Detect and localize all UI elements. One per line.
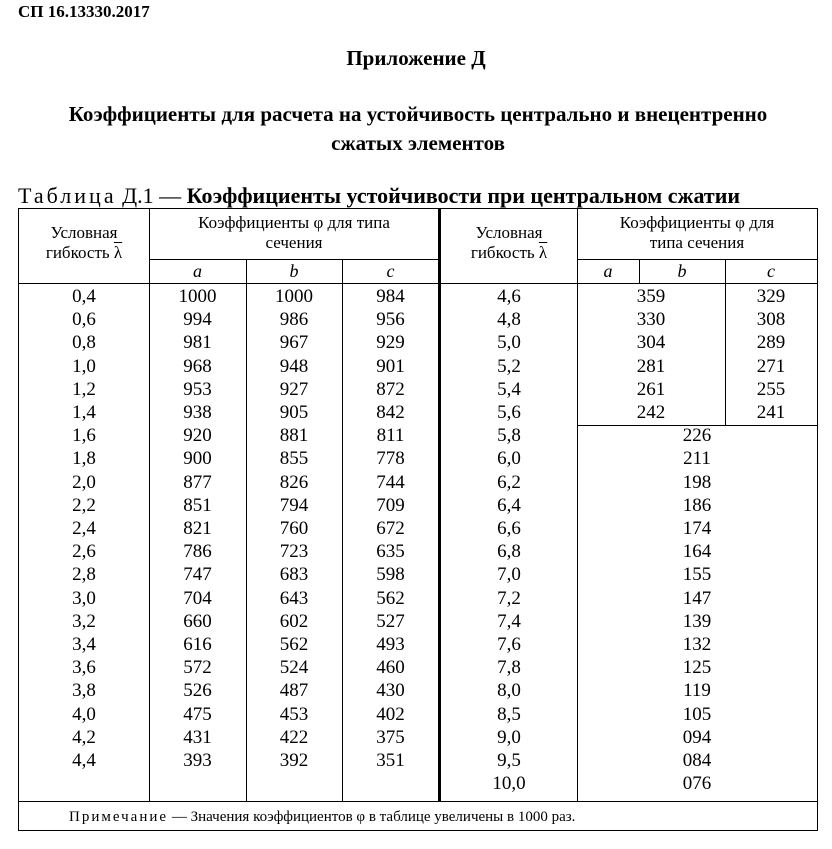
- right-ab-cell: 304: [636, 332, 666, 354]
- left-b-cell: 524: [279, 657, 309, 679]
- left-c-cell: 375: [376, 726, 405, 748]
- right-slenderness-cell: 7,0: [497, 564, 521, 586]
- right-slenderness-cell: 8,5: [497, 703, 521, 725]
- left-slenderness-cell: 0,8: [72, 332, 96, 354]
- header-slenderness-right: [441, 223, 577, 263]
- section-heading: [18, 100, 818, 158]
- left-c-cell: 527: [376, 610, 405, 632]
- right-c-cell: 241: [756, 402, 786, 423]
- left-c-cell: 351: [376, 750, 405, 771]
- right-abc-cell: 155: [682, 564, 712, 586]
- left-c-cell: 672: [376, 518, 405, 539]
- left-slenderness-cell: 1,4: [72, 402, 96, 423]
- left-b-cell: 723: [279, 541, 309, 563]
- header-coef-right-line2: типа сечения: [649, 233, 745, 252]
- left-c-cell: 811: [376, 425, 405, 447]
- left-c-cell: 493: [376, 634, 405, 655]
- left-slenderness-cell: 4,2: [72, 726, 96, 748]
- left-c-cell: 778: [376, 448, 405, 470]
- header-slenderness-line2-right: гибкость $\overline{\lambda}$: [470, 243, 548, 262]
- right-slenderness-cell: 6,8: [497, 541, 521, 563]
- left-a-cell: 475: [183, 703, 212, 725]
- left-slenderness-cell: 2,2: [72, 494, 96, 516]
- left-slenderness-cell: 0,6: [72, 309, 96, 331]
- right-ab-cell: 359: [636, 286, 666, 307]
- right-slenderness-cell: 6,2: [497, 471, 521, 493]
- left-a-cell: 821: [183, 518, 212, 539]
- right-c-cell: 271: [756, 355, 786, 377]
- heading-line-2: сжатых элементов: [331, 131, 505, 155]
- subheader-rule-left: [149, 259, 439, 260]
- left-a-cell: 953: [183, 378, 212, 400]
- left-b-cell: 967: [279, 332, 309, 354]
- left-b-cell: 927: [279, 378, 309, 400]
- right-slenderness-cell: 5,0: [497, 332, 521, 354]
- right-abc-cell: 174: [682, 518, 712, 539]
- left-b-cell: 643: [279, 587, 309, 609]
- right-abc-cell: 084: [682, 750, 712, 771]
- right-slenderness-cell: 5,6: [497, 402, 521, 423]
- left-slenderness-cell: 2,8: [72, 564, 96, 586]
- left-slenderness-cell: 0,4: [72, 286, 96, 307]
- right-abc-cell: 132: [682, 634, 712, 655]
- left-a-cell: 920: [183, 425, 212, 447]
- lambda-symbol: $\overline{\lambda}$: [113, 243, 123, 262]
- left-c-cell: 872: [376, 378, 405, 400]
- left-slenderness-cell: 3,4: [72, 634, 96, 655]
- left-slenderness-cell: 4,0: [72, 703, 96, 725]
- subheader-a-left: a: [193, 261, 202, 281]
- subheader-a-right: a: [603, 261, 613, 281]
- left-slenderness-cell: 2,6: [72, 541, 96, 563]
- stability-coefficients-table: [18, 208, 818, 831]
- subheader-b-left: b: [289, 261, 299, 281]
- left-b-cell: 453: [279, 703, 309, 725]
- right-slenderness-cell: 5,8: [497, 425, 521, 447]
- left-c-cell: 901: [376, 355, 405, 377]
- right-slenderness-cell: 5,2: [497, 355, 521, 377]
- left-b-cell: 905: [279, 402, 309, 423]
- header-slenderness-line1: Условная: [50, 223, 118, 242]
- left-slenderness-cell: 3,6: [72, 657, 96, 679]
- header-coef-left: [149, 213, 439, 253]
- table-caption: [18, 183, 740, 209]
- left-a-cell: 431: [183, 726, 212, 748]
- header-bottom-rule: [19, 283, 817, 284]
- right-slenderness-cell: 9,5: [497, 750, 521, 771]
- left-b-cell: 986: [279, 309, 309, 331]
- table-note: [69, 809, 575, 826]
- header-slenderness-left: [19, 223, 149, 263]
- left-a-cell: 851: [183, 494, 212, 516]
- right-c-cell: 329: [756, 286, 786, 307]
- left-a-cell: 616: [183, 634, 212, 655]
- right-slenderness-cell: 7,6: [497, 634, 521, 655]
- right-c-cell: 255: [756, 378, 786, 400]
- left-c-cell: 929: [376, 332, 405, 354]
- header-slenderness-line2: гибкость $\overline{\lambda}$: [45, 243, 123, 262]
- header-coef-right: [577, 213, 817, 253]
- subheader-rule-right: [577, 259, 817, 260]
- header-coef-left-line1: Коэффициенты φ для типа: [198, 213, 390, 232]
- left-slenderness-cell: 2,4: [72, 518, 96, 539]
- heading-line-1: Коэффициенты для расчета на устойчивость центрально и внецентренно: [68, 102, 768, 126]
- note-rule: [19, 801, 817, 802]
- left-c-cell: 402: [376, 703, 405, 725]
- left-slenderness-cell: 1,2: [72, 378, 96, 400]
- left-c-cell: 744: [376, 471, 405, 493]
- right-c-cell: 289: [756, 332, 786, 354]
- right-abc-cell: 094: [682, 726, 712, 748]
- col-rule-6: [639, 259, 640, 283]
- header-slenderness-line1-right: Условная: [475, 223, 543, 242]
- right-slenderness-cell: 7,8: [497, 657, 521, 679]
- left-c-cell: 956: [376, 309, 405, 331]
- left-a-cell: 994: [183, 309, 212, 331]
- left-slenderness-cell: 1,0: [72, 355, 96, 377]
- left-slenderness-cell: 4,4: [72, 750, 96, 771]
- right-slenderness-cell: 6,0: [497, 448, 521, 470]
- left-a-cell: 968: [183, 355, 212, 377]
- left-b-cell: 826: [279, 471, 309, 493]
- left-c-cell: 635: [376, 541, 405, 563]
- header-coef-left-line2: сечения: [265, 233, 323, 252]
- right-slenderness-cell: 7,2: [497, 587, 521, 609]
- right-ab-cell: 330: [636, 309, 666, 331]
- lambda-symbol-right: $\overline{\lambda}$: [538, 243, 548, 262]
- left-b-cell: 487: [279, 680, 309, 702]
- right-ab-cell: 261: [636, 378, 666, 400]
- right-slenderness-cell: 9,0: [497, 726, 521, 748]
- left-a-cell: 704: [183, 587, 212, 609]
- left-c-cell: 984: [376, 286, 405, 307]
- right-abc-cell: 125: [682, 657, 712, 679]
- right-slenderness-cell: 4,6: [497, 286, 521, 307]
- left-slenderness-cell: 2,0: [72, 471, 96, 493]
- left-c-cell: 562: [376, 587, 405, 609]
- right-abc-cell: 198: [682, 471, 712, 493]
- left-b-cell: 683: [279, 564, 309, 586]
- note-prefix: Примечание: [69, 809, 169, 825]
- right-slenderness-cell: 6,4: [497, 494, 521, 516]
- right-abc-cell: 119: [683, 680, 711, 702]
- left-c-cell: 709: [376, 494, 405, 516]
- left-b-cell: 602: [279, 610, 309, 632]
- right-abc-cell: 139: [682, 610, 712, 632]
- caption-title: Коэффициенты устойчивости при центральном сжатии: [186, 183, 741, 208]
- left-b-cell: 855: [279, 448, 309, 470]
- right-abc-cell: 186: [682, 494, 712, 516]
- left-a-cell: 526: [183, 680, 212, 702]
- left-c-cell: 460: [376, 657, 405, 679]
- right-c-cell: 308: [756, 309, 786, 331]
- left-c-cell: 598: [376, 564, 405, 586]
- left-a-cell: 393: [183, 750, 212, 771]
- right-slenderness-cell: 6,6: [497, 518, 521, 539]
- left-b-cell: 794: [279, 494, 309, 516]
- caption-number: Д.1 —: [122, 183, 182, 208]
- right-slenderness-cell: 10,0: [492, 773, 526, 795]
- left-b-cell: 881: [279, 425, 309, 447]
- right-abc-cell: 211: [683, 448, 711, 470]
- right-abc-cell: 164: [682, 541, 712, 563]
- right-abc-cell: 226: [682, 425, 712, 447]
- subheader-c-right: c: [767, 261, 775, 281]
- right-abc-cell: 147: [682, 587, 712, 609]
- left-slenderness-cell: 3,0: [72, 587, 96, 609]
- left-a-cell: 660: [183, 610, 212, 632]
- left-a-cell: 1000: [178, 286, 217, 307]
- left-b-cell: 392: [279, 750, 309, 771]
- right-slenderness-cell: 5,4: [497, 378, 521, 400]
- left-a-cell: 900: [183, 448, 212, 470]
- document-id: СП 16.13330.2017: [18, 2, 150, 21]
- left-a-cell: 572: [183, 657, 212, 679]
- header-coef-right-line1: Коэффициенты φ для: [619, 213, 775, 232]
- right-ab-cell: 242: [636, 402, 666, 423]
- right-abc-cell: 105: [682, 703, 712, 725]
- left-b-cell: 562: [279, 634, 309, 655]
- left-b-cell: 422: [279, 726, 309, 748]
- left-slenderness-cell: 1,6: [72, 425, 96, 447]
- left-slenderness-cell: 3,8: [72, 680, 96, 702]
- right-slenderness-cell: 8,0: [497, 680, 521, 702]
- left-a-cell: 938: [183, 402, 212, 423]
- left-a-cell: 877: [183, 471, 212, 493]
- left-b-cell: 1000: [275, 286, 313, 307]
- subheader-c-left: c: [386, 261, 395, 281]
- left-a-cell: 747: [183, 564, 212, 586]
- left-slenderness-cell: 1,8: [72, 448, 96, 470]
- left-b-cell: 760: [279, 518, 309, 539]
- caption-prefix: Таблица: [18, 183, 117, 208]
- left-a-cell: 981: [183, 332, 212, 354]
- left-b-cell: 948: [279, 355, 309, 377]
- note-text: — Значения коэффициентов φ в таблице увеличены в 1000 раз.: [171, 809, 576, 825]
- subheader-b-right: b: [677, 261, 687, 281]
- right-ab-cell: 281: [636, 355, 666, 377]
- right-abc-cell: 076: [682, 773, 712, 795]
- left-c-cell: 842: [376, 402, 405, 423]
- left-c-cell: 430: [376, 680, 405, 702]
- left-slenderness-cell: 3,2: [72, 610, 96, 632]
- appendix-title: Приложение Д: [346, 46, 486, 70]
- right-slenderness-cell: 7,4: [497, 610, 521, 632]
- right-slenderness-cell: 4,8: [497, 309, 521, 331]
- left-a-cell: 786: [183, 541, 212, 563]
